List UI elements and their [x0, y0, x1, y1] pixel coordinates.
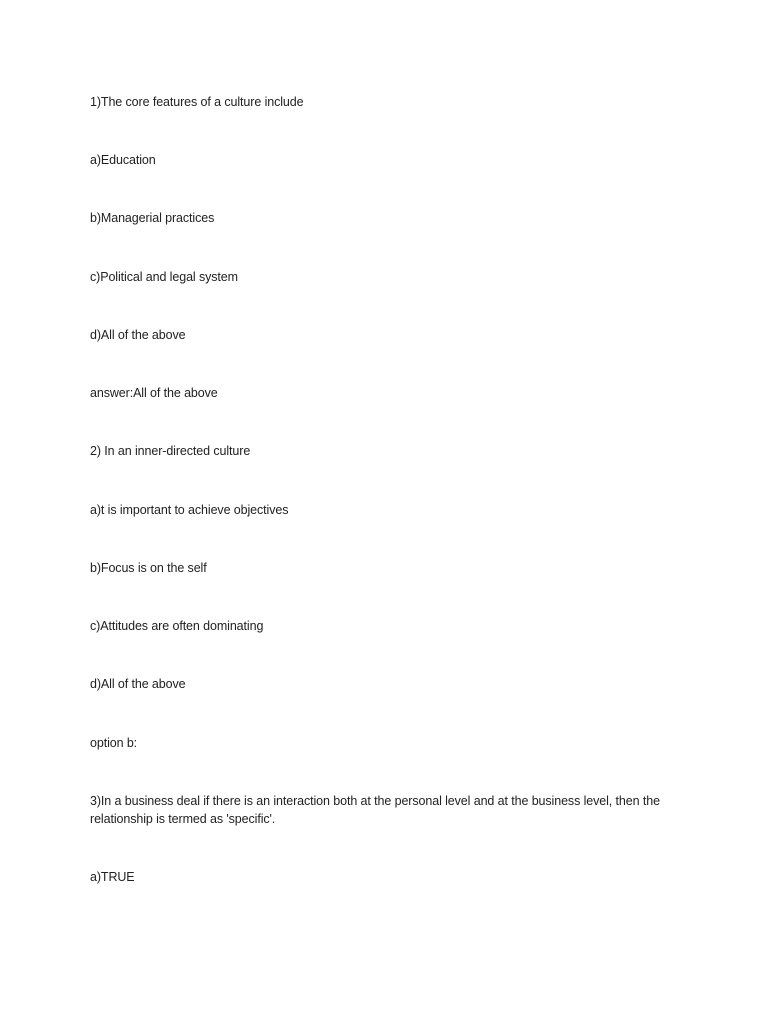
q2-option-a: a)t is important to achieve objectives: [90, 503, 289, 517]
question-3: 3)In a business deal if there is an interaction both at the personal level and at the business level, then the relationship is termed as 'specific'.: [90, 794, 660, 826]
q2-answer: option b:: [90, 736, 138, 750]
q1-option-a: a)Education: [90, 153, 156, 167]
q2-option-c: c)Attitudes are often dominating: [90, 619, 264, 633]
q3-option-a: a)TRUE: [90, 870, 135, 884]
q1-option-c: c)Political and legal system: [90, 270, 238, 284]
q2-option-b: b)Focus is on the self: [90, 561, 207, 575]
q1-answer: answer:All of the above: [90, 386, 218, 400]
question-1: 1)The core features of a culture include: [90, 95, 304, 109]
q1-option-d: d)All of the above: [90, 328, 186, 342]
q1-option-b: b)Managerial practices: [90, 211, 215, 225]
question-2: 2) In an inner-directed culture: [90, 444, 251, 458]
q2-option-d: d)All of the above: [90, 677, 186, 691]
